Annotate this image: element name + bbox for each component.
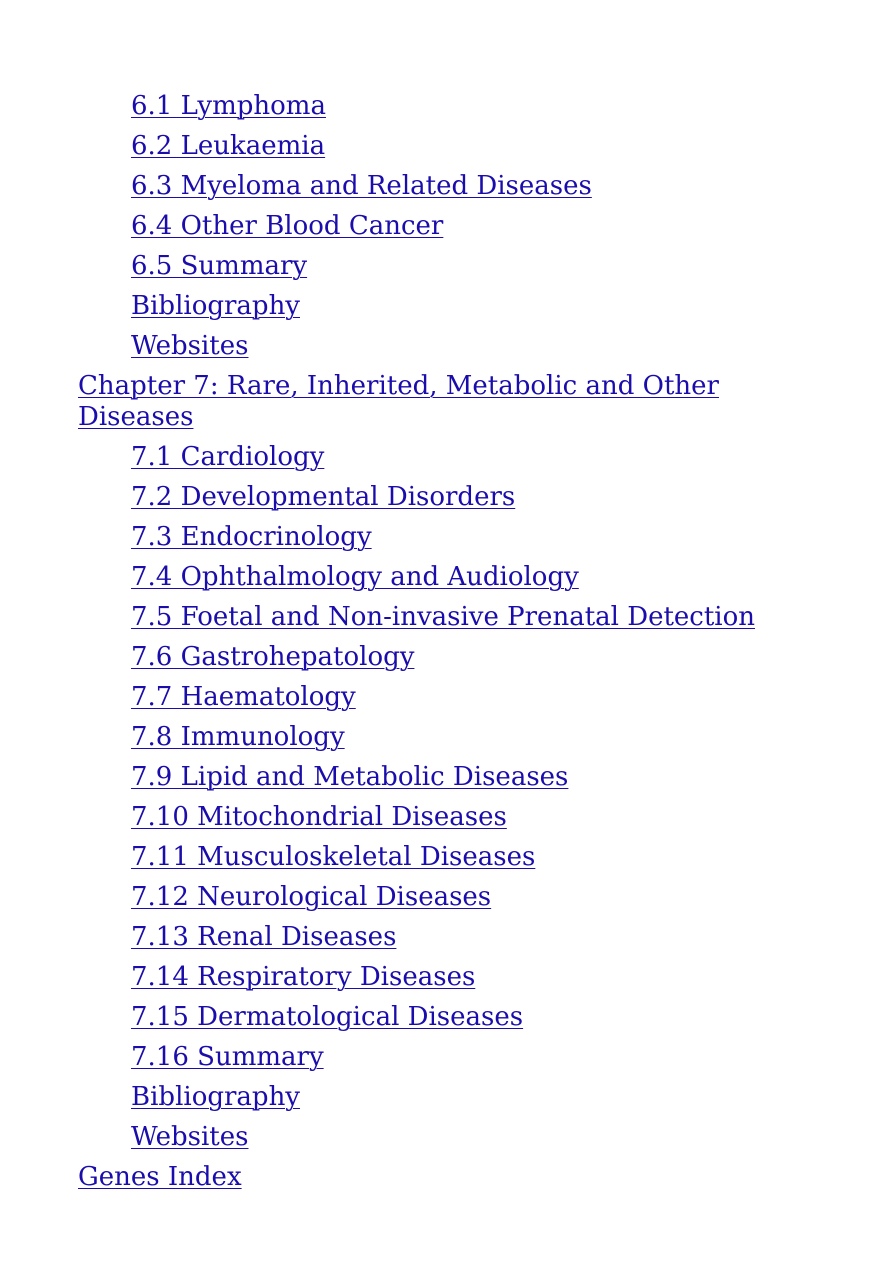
- toc-link-chapter-7[interactable]: Chapter 7: Rare, Inherited, Metabolic and Other Diseases: [78, 371, 719, 432]
- toc-chapter-entry[interactable]: [78, 366, 838, 437]
- toc-link-ch7-bibliography[interactable]: Bibliography: [131, 1082, 300, 1112]
- toc-link-7-7[interactable]: 7.7 Haematology: [131, 682, 356, 712]
- toc-entry[interactable]: [78, 717, 838, 757]
- toc-entry[interactable]: [78, 286, 838, 326]
- table-of-contents: [78, 86, 838, 1197]
- toc-link-7-15[interactable]: 7.15 Dermatological Diseases: [131, 1002, 524, 1032]
- toc-entry[interactable]: [78, 797, 838, 837]
- toc-entry[interactable]: [78, 517, 838, 557]
- toc-link-7-14[interactable]: 7.14 Respiratory Diseases: [131, 962, 476, 992]
- toc-entry[interactable]: [78, 637, 838, 677]
- toc-link-7-3[interactable]: 7.3 Endocrinology: [131, 522, 372, 552]
- toc-link-7-10[interactable]: 7.10 Mitochondrial Diseases: [131, 802, 507, 832]
- toc-link-6-4[interactable]: 6.4 Other Blood Cancer: [131, 211, 444, 241]
- toc-entry[interactable]: [78, 557, 838, 597]
- toc-entry[interactable]: [78, 326, 838, 366]
- toc-entry[interactable]: [78, 437, 838, 477]
- toc-link-6-1[interactable]: 6.1 Lymphoma: [131, 91, 326, 121]
- toc-entry[interactable]: [78, 477, 838, 517]
- toc-link-ch7-websites[interactable]: Websites: [131, 1122, 249, 1152]
- toc-link-ch6-websites[interactable]: Websites: [131, 331, 249, 361]
- toc-link-ch6-bibliography[interactable]: Bibliography: [131, 291, 300, 321]
- toc-entry[interactable]: [78, 917, 838, 957]
- toc-entry[interactable]: [78, 757, 838, 797]
- toc-entry[interactable]: [78, 677, 838, 717]
- toc-link-7-4[interactable]: 7.4 Ophthalmology and Audiology: [131, 562, 579, 592]
- toc-link-7-2[interactable]: 7.2 Developmental Disorders: [131, 482, 516, 512]
- toc-entry[interactable]: [78, 1037, 838, 1077]
- toc-link-7-9[interactable]: 7.9 Lipid and Metabolic Diseases: [131, 762, 569, 792]
- toc-entry[interactable]: [78, 166, 838, 206]
- toc-entry[interactable]: [78, 1117, 838, 1157]
- toc-entry[interactable]: [78, 957, 838, 997]
- toc-link-7-6[interactable]: 7.6 Gastrohepatology: [131, 642, 415, 672]
- toc-entry[interactable]: [78, 206, 838, 246]
- toc-link-7-12[interactable]: 7.12 Neurological Diseases: [131, 882, 492, 912]
- toc-link-7-13[interactable]: 7.13 Renal Diseases: [131, 922, 397, 952]
- toc-link-genes-index[interactable]: Genes Index: [78, 1162, 242, 1192]
- toc-link-7-16[interactable]: 7.16 Summary: [131, 1042, 324, 1072]
- toc-link-7-5[interactable]: 7.5 Foetal and Non-invasive Prenatal Detection: [131, 602, 756, 632]
- toc-link-6-2[interactable]: 6.2 Leukaemia: [131, 131, 326, 161]
- toc-chapter-entry[interactable]: [78, 1157, 838, 1197]
- toc-entry[interactable]: [78, 246, 838, 286]
- toc-entry[interactable]: [78, 126, 838, 166]
- toc-entry[interactable]: [78, 997, 838, 1037]
- toc-link-7-8[interactable]: 7.8 Immunology: [131, 722, 345, 752]
- toc-link-6-5[interactable]: 6.5 Summary: [131, 251, 308, 281]
- toc-entry[interactable]: [78, 1077, 838, 1117]
- toc-entry[interactable]: [78, 597, 838, 637]
- toc-entry[interactable]: [78, 86, 838, 126]
- toc-link-7-11[interactable]: 7.11 Musculoskeletal Diseases: [131, 842, 536, 872]
- toc-link-6-3[interactable]: 6.3 Myeloma and Related Diseases: [131, 171, 592, 201]
- toc-link-7-1[interactable]: 7.1 Cardiology: [131, 442, 325, 472]
- toc-entry[interactable]: [78, 837, 838, 877]
- toc-entry[interactable]: [78, 877, 838, 917]
